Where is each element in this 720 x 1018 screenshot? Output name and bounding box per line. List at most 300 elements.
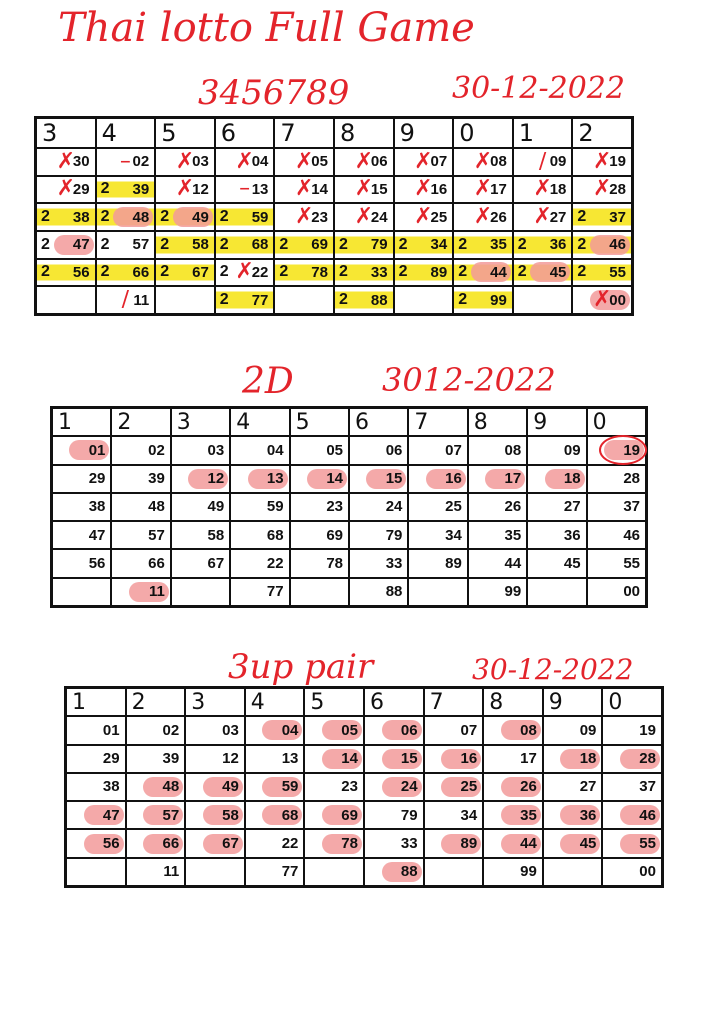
cell-value: 45 bbox=[579, 835, 597, 853]
cell-value: 29 bbox=[102, 750, 120, 768]
number-cell bbox=[111, 549, 170, 577]
column-header-7: 0 bbox=[453, 118, 513, 148]
number-cell bbox=[587, 465, 646, 493]
cell-value: 05 bbox=[341, 721, 358, 739]
cell-value: 77 bbox=[251, 291, 269, 309]
number-cell bbox=[126, 858, 186, 886]
number-cell bbox=[349, 493, 408, 521]
number-cell bbox=[334, 231, 394, 259]
cross-out-mark: ✗ bbox=[533, 204, 552, 230]
cross-out-mark: ∕ bbox=[538, 148, 547, 174]
cell-value: 12 bbox=[192, 180, 209, 198]
number-cell bbox=[36, 259, 96, 287]
number-cell bbox=[453, 231, 513, 259]
cell-value: 04 bbox=[281, 721, 299, 739]
number-cell bbox=[543, 716, 603, 744]
number-cell bbox=[572, 148, 632, 176]
combo-table bbox=[34, 116, 634, 316]
cell-value: 28 bbox=[623, 470, 640, 488]
cross-out-mark: ✗ bbox=[414, 148, 433, 174]
number-cell bbox=[155, 203, 215, 231]
cell-value: 48 bbox=[132, 208, 150, 226]
cell-value: 18 bbox=[579, 750, 597, 768]
cell-prefix: 2 bbox=[338, 263, 348, 281]
number-cell bbox=[96, 176, 156, 204]
cell-prefix: 2 bbox=[100, 180, 110, 198]
cell-value: 24 bbox=[385, 498, 403, 516]
cell-value: 29 bbox=[72, 180, 90, 198]
number-cell bbox=[453, 259, 513, 287]
number-cell bbox=[36, 148, 96, 176]
cell-value: 88 bbox=[385, 583, 403, 601]
number-cell bbox=[304, 773, 364, 801]
column-header-1: 2 bbox=[126, 688, 186, 716]
number-cell bbox=[483, 829, 543, 857]
cross-out-mark: ✗ bbox=[175, 148, 195, 174]
cell-value: 05 bbox=[311, 153, 328, 171]
cell-prefix: 2 bbox=[219, 263, 229, 281]
number-cell bbox=[483, 773, 543, 801]
number-cell bbox=[543, 773, 603, 801]
number-cell bbox=[52, 549, 111, 577]
cell-value: 46 bbox=[623, 526, 640, 544]
cell-value: 39 bbox=[148, 470, 165, 488]
cell-value: 00 bbox=[609, 291, 626, 309]
cell-prefix: 2 bbox=[41, 235, 50, 253]
number-cell bbox=[52, 578, 111, 606]
cross-out-mark: ✗ bbox=[592, 287, 612, 313]
number-cell bbox=[52, 436, 111, 464]
number-cell bbox=[468, 465, 527, 493]
cell-value: 03 bbox=[222, 721, 239, 739]
number-cell bbox=[394, 203, 454, 231]
number-cell bbox=[185, 716, 245, 744]
number-cell bbox=[468, 493, 527, 521]
column-header-9: 2 bbox=[572, 118, 632, 148]
number-cell bbox=[36, 231, 96, 259]
cell-value: 11 bbox=[163, 863, 180, 881]
digits-line: 3456789 bbox=[198, 73, 350, 113]
cell-prefix: 2 bbox=[577, 263, 587, 281]
number-cell bbox=[52, 521, 111, 549]
number-cell bbox=[111, 578, 170, 606]
cell-value: 39 bbox=[132, 180, 150, 198]
cell-value: 08 bbox=[504, 441, 522, 459]
number-cell bbox=[155, 286, 215, 314]
number-cell bbox=[513, 148, 573, 176]
cell-prefix: 2 bbox=[279, 235, 289, 253]
number-cell bbox=[155, 259, 215, 287]
cell-value: 66 bbox=[132, 263, 150, 281]
number-cell bbox=[408, 436, 467, 464]
cross-out-mark: ✗ bbox=[56, 148, 76, 174]
cell-value: 66 bbox=[148, 555, 165, 573]
number-cell bbox=[52, 465, 111, 493]
number-cell bbox=[304, 801, 364, 829]
cell-value: 58 bbox=[207, 526, 225, 544]
cell-value: 35 bbox=[504, 526, 522, 544]
number-cell bbox=[543, 829, 603, 857]
cell-prefix: 2 bbox=[338, 235, 348, 253]
cell-value: 13 bbox=[281, 750, 299, 768]
cross-out-mark: ✗ bbox=[294, 176, 314, 202]
cell-value: 58 bbox=[222, 806, 239, 824]
number-cell bbox=[453, 203, 513, 231]
column-header-5: 8 bbox=[334, 118, 394, 148]
number-cell bbox=[245, 801, 305, 829]
3up-pair-table bbox=[64, 686, 664, 888]
cell-value: 38 bbox=[72, 208, 90, 226]
number-cell bbox=[453, 286, 513, 314]
cross-out-mark: ✗ bbox=[294, 148, 314, 174]
cell-prefix: 2 bbox=[279, 263, 289, 281]
column-header-2: 3 bbox=[185, 688, 245, 716]
cell-value: 55 bbox=[623, 555, 640, 573]
number-cell bbox=[96, 148, 156, 176]
number-cell bbox=[185, 829, 245, 857]
cross-out-mark: ✗ bbox=[592, 148, 612, 174]
number-cell bbox=[572, 259, 632, 287]
cross-out-mark: ✗ bbox=[414, 204, 433, 230]
cell-value: 02 bbox=[148, 441, 165, 459]
number-cell bbox=[96, 259, 156, 287]
number-cell bbox=[155, 231, 215, 259]
number-cell bbox=[483, 745, 543, 773]
number-cell bbox=[424, 745, 484, 773]
cell-prefix: 2 bbox=[160, 208, 170, 226]
number-cell bbox=[602, 801, 662, 829]
number-cell bbox=[572, 176, 632, 204]
number-cell bbox=[36, 286, 96, 314]
cell-value: 15 bbox=[385, 470, 403, 488]
cell-value: 07 bbox=[430, 153, 448, 171]
number-cell bbox=[245, 858, 305, 886]
number-cell bbox=[245, 745, 305, 773]
cell-value: 16 bbox=[460, 750, 478, 768]
number-cell bbox=[230, 436, 289, 464]
cell-value: 47 bbox=[102, 806, 120, 824]
number-cell bbox=[52, 493, 111, 521]
2d-table bbox=[50, 406, 648, 608]
cell-value: 79 bbox=[385, 526, 403, 544]
cross-out-mark: ✗ bbox=[533, 176, 552, 202]
number-cell bbox=[424, 829, 484, 857]
number-cell bbox=[171, 465, 230, 493]
number-cell bbox=[394, 148, 454, 176]
cross-out-mark: ✗ bbox=[473, 204, 493, 230]
cell-value: 89 bbox=[445, 555, 462, 573]
number-cell bbox=[126, 773, 186, 801]
cross-out-mark: ✗ bbox=[414, 176, 433, 202]
number-cell bbox=[513, 176, 573, 204]
cell-value: 23 bbox=[311, 208, 328, 226]
number-cell bbox=[66, 773, 126, 801]
number-cell bbox=[171, 493, 230, 521]
cross-out-mark: ✗ bbox=[354, 176, 373, 202]
column-header-3: 4 bbox=[230, 408, 289, 436]
number-cell bbox=[602, 858, 662, 886]
cell-value: 33 bbox=[385, 555, 403, 573]
cell-value: 68 bbox=[251, 236, 269, 254]
cell-value: 68 bbox=[281, 806, 299, 824]
cell-value: 08 bbox=[490, 153, 507, 171]
cell-value: 26 bbox=[490, 208, 507, 226]
number-cell bbox=[230, 521, 289, 549]
number-cell bbox=[513, 259, 573, 287]
cell-prefix: 2 bbox=[517, 235, 527, 253]
cell-value: 07 bbox=[460, 721, 478, 739]
cell-value: 47 bbox=[88, 526, 106, 544]
cross-out-mark: ✗ bbox=[235, 259, 254, 285]
cell-prefix: 2 bbox=[458, 291, 468, 309]
cell-value: 68 bbox=[266, 526, 284, 544]
number-cell bbox=[527, 578, 586, 606]
column-header-4: 7 bbox=[274, 118, 334, 148]
cell-prefix: 2 bbox=[100, 263, 110, 281]
cell-value: 48 bbox=[162, 778, 180, 796]
cell-value: 34 bbox=[445, 526, 462, 544]
cell-value: 12 bbox=[222, 750, 239, 768]
number-cell bbox=[543, 745, 603, 773]
cell-value: 36 bbox=[563, 526, 581, 544]
column-header-0: 1 bbox=[52, 408, 111, 436]
cell-value: 23 bbox=[326, 498, 343, 516]
cell-value: 14 bbox=[326, 470, 343, 488]
number-cell bbox=[572, 203, 632, 231]
cell-value: 49 bbox=[192, 208, 209, 226]
cell-value: 22 bbox=[281, 835, 299, 853]
cell-value: 23 bbox=[341, 778, 358, 796]
column-header-9: 0 bbox=[602, 688, 662, 716]
cell-value: 06 bbox=[370, 153, 388, 171]
number-cell bbox=[126, 829, 186, 857]
cell-value: 56 bbox=[72, 263, 90, 281]
cell-value: 55 bbox=[609, 263, 626, 281]
cell-value: 57 bbox=[162, 806, 180, 824]
cell-value: 67 bbox=[207, 555, 225, 573]
number-cell bbox=[364, 745, 424, 773]
cell-value: 44 bbox=[490, 263, 507, 281]
cell-value: 03 bbox=[207, 441, 225, 459]
cell-value: 48 bbox=[148, 498, 165, 516]
cell-value: 69 bbox=[326, 526, 343, 544]
number-cell bbox=[274, 259, 334, 287]
cell-value: 16 bbox=[430, 180, 448, 198]
number-cell bbox=[408, 493, 467, 521]
cell-value: 33 bbox=[400, 835, 418, 853]
cell-prefix: 2 bbox=[458, 263, 468, 281]
cell-value: 88 bbox=[400, 863, 418, 881]
cross-out-mark: ✗ bbox=[175, 176, 195, 202]
number-cell bbox=[126, 745, 186, 773]
cell-value: 24 bbox=[370, 208, 388, 226]
cell-value: 59 bbox=[266, 498, 284, 516]
number-cell bbox=[334, 259, 394, 287]
section-3up-title: 3up pair bbox=[228, 647, 374, 687]
cell-value: 09 bbox=[549, 153, 567, 171]
cell-value: 18 bbox=[549, 180, 567, 198]
number-cell bbox=[602, 745, 662, 773]
column-header-2: 3 bbox=[171, 408, 230, 436]
number-cell bbox=[66, 858, 126, 886]
number-cell bbox=[185, 745, 245, 773]
cell-prefix: 2 bbox=[219, 291, 229, 309]
number-cell bbox=[587, 493, 646, 521]
cell-value: 22 bbox=[251, 263, 269, 281]
cell-value: 09 bbox=[579, 721, 597, 739]
column-header-4: 5 bbox=[290, 408, 349, 436]
cell-value: 13 bbox=[266, 470, 284, 488]
cell-value: 78 bbox=[341, 835, 358, 853]
number-cell bbox=[96, 203, 156, 231]
cell-value: 12 bbox=[207, 470, 225, 488]
cell-value: 03 bbox=[192, 153, 209, 171]
column-header-7: 8 bbox=[468, 408, 527, 436]
number-cell bbox=[185, 858, 245, 886]
cross-out-mark: ✗ bbox=[235, 148, 254, 174]
column-header-4: 5 bbox=[304, 688, 364, 716]
number-cell bbox=[215, 286, 275, 314]
number-cell bbox=[364, 829, 424, 857]
number-cell bbox=[468, 578, 527, 606]
number-cell bbox=[66, 801, 126, 829]
cell-value: 99 bbox=[490, 291, 507, 309]
number-cell bbox=[349, 521, 408, 549]
cell-value: 17 bbox=[490, 180, 507, 198]
cell-prefix: 2 bbox=[219, 235, 229, 253]
cell-prefix: 2 bbox=[577, 235, 587, 253]
cell-value: 35 bbox=[520, 806, 537, 824]
number-cell bbox=[513, 231, 573, 259]
cell-value: 06 bbox=[385, 441, 403, 459]
number-cell bbox=[349, 549, 408, 577]
cell-value: 11 bbox=[148, 583, 165, 601]
number-cell bbox=[111, 436, 170, 464]
number-cell bbox=[290, 465, 349, 493]
cell-value: 39 bbox=[162, 750, 180, 768]
cell-value: 02 bbox=[132, 153, 150, 171]
number-cell bbox=[215, 176, 275, 204]
number-cell bbox=[394, 231, 454, 259]
number-cell bbox=[274, 176, 334, 204]
cross-out-mark: ✗ bbox=[592, 176, 612, 202]
cross-out-mark: ✗ bbox=[294, 204, 314, 230]
number-cell bbox=[453, 176, 513, 204]
cell-value: 18 bbox=[563, 470, 581, 488]
cell-prefix: 2 bbox=[160, 235, 170, 253]
cell-value: 49 bbox=[207, 498, 225, 516]
cell-value: 25 bbox=[460, 778, 478, 796]
cell-value: 59 bbox=[281, 778, 299, 796]
cell-prefix: 2 bbox=[100, 235, 110, 253]
number-cell bbox=[468, 549, 527, 577]
cell-value: 33 bbox=[370, 263, 388, 281]
cell-value: 38 bbox=[88, 498, 106, 516]
number-cell bbox=[111, 521, 170, 549]
cell-prefix: 2 bbox=[517, 263, 527, 281]
number-cell bbox=[587, 549, 646, 577]
number-cell bbox=[304, 745, 364, 773]
number-cell bbox=[334, 148, 394, 176]
number-cell bbox=[394, 259, 454, 287]
cell-value: 16 bbox=[445, 470, 462, 488]
number-cell bbox=[468, 436, 527, 464]
number-cell bbox=[453, 148, 513, 176]
number-cell bbox=[215, 148, 275, 176]
number-cell bbox=[572, 231, 632, 259]
number-cell bbox=[274, 231, 334, 259]
cell-value: 01 bbox=[88, 441, 106, 459]
number-cell bbox=[274, 203, 334, 231]
cell-value: 58 bbox=[192, 236, 209, 254]
cell-prefix: 2 bbox=[219, 208, 229, 226]
cell-value: 37 bbox=[639, 778, 656, 796]
cell-value: 13 bbox=[251, 180, 269, 198]
column-header-6: 7 bbox=[408, 408, 467, 436]
cell-value: 46 bbox=[639, 806, 656, 824]
cell-value: 45 bbox=[549, 263, 567, 281]
number-cell bbox=[111, 465, 170, 493]
number-cell bbox=[394, 176, 454, 204]
cell-value: 69 bbox=[341, 806, 358, 824]
cell-value: 99 bbox=[520, 863, 537, 881]
number-cell bbox=[290, 521, 349, 549]
number-cell bbox=[394, 286, 454, 314]
cell-value: 34 bbox=[430, 236, 448, 254]
number-cell bbox=[543, 858, 603, 886]
column-header-1: 4 bbox=[96, 118, 156, 148]
cell-value: 57 bbox=[148, 526, 165, 544]
number-cell bbox=[171, 521, 230, 549]
cell-value: 19 bbox=[623, 441, 640, 459]
section-2d-date: 3012-2022 bbox=[382, 361, 556, 399]
main-title: Thai lotto Full Game bbox=[58, 5, 475, 51]
cell-value: 05 bbox=[326, 441, 343, 459]
cell-value: 36 bbox=[579, 806, 597, 824]
cell-value: 22 bbox=[266, 555, 284, 573]
cell-value: 00 bbox=[623, 583, 640, 601]
cell-value: 25 bbox=[445, 498, 462, 516]
cell-prefix: 2 bbox=[338, 291, 348, 309]
column-header-2: 5 bbox=[155, 118, 215, 148]
cell-value: 17 bbox=[520, 750, 537, 768]
cell-value: 44 bbox=[504, 555, 522, 573]
cell-value: 35 bbox=[490, 236, 507, 254]
cell-value: 37 bbox=[609, 208, 626, 226]
number-cell bbox=[424, 858, 484, 886]
cell-prefix: 2 bbox=[160, 263, 170, 281]
number-cell bbox=[274, 286, 334, 314]
cell-value: 04 bbox=[251, 153, 269, 171]
number-cell bbox=[349, 436, 408, 464]
number-cell bbox=[364, 716, 424, 744]
column-header-7: 8 bbox=[483, 688, 543, 716]
cell-value: 78 bbox=[326, 555, 343, 573]
number-cell bbox=[543, 801, 603, 829]
cell-value: 45 bbox=[563, 555, 581, 573]
cell-value: 99 bbox=[504, 583, 522, 601]
number-cell bbox=[527, 465, 586, 493]
number-cell bbox=[230, 493, 289, 521]
number-cell bbox=[483, 716, 543, 744]
number-cell bbox=[334, 176, 394, 204]
number-cell bbox=[245, 716, 305, 744]
cell-value: 88 bbox=[370, 291, 388, 309]
number-cell bbox=[66, 829, 126, 857]
cell-value: 15 bbox=[400, 750, 418, 768]
cross-out-mark: – bbox=[239, 176, 251, 202]
number-cell bbox=[274, 148, 334, 176]
